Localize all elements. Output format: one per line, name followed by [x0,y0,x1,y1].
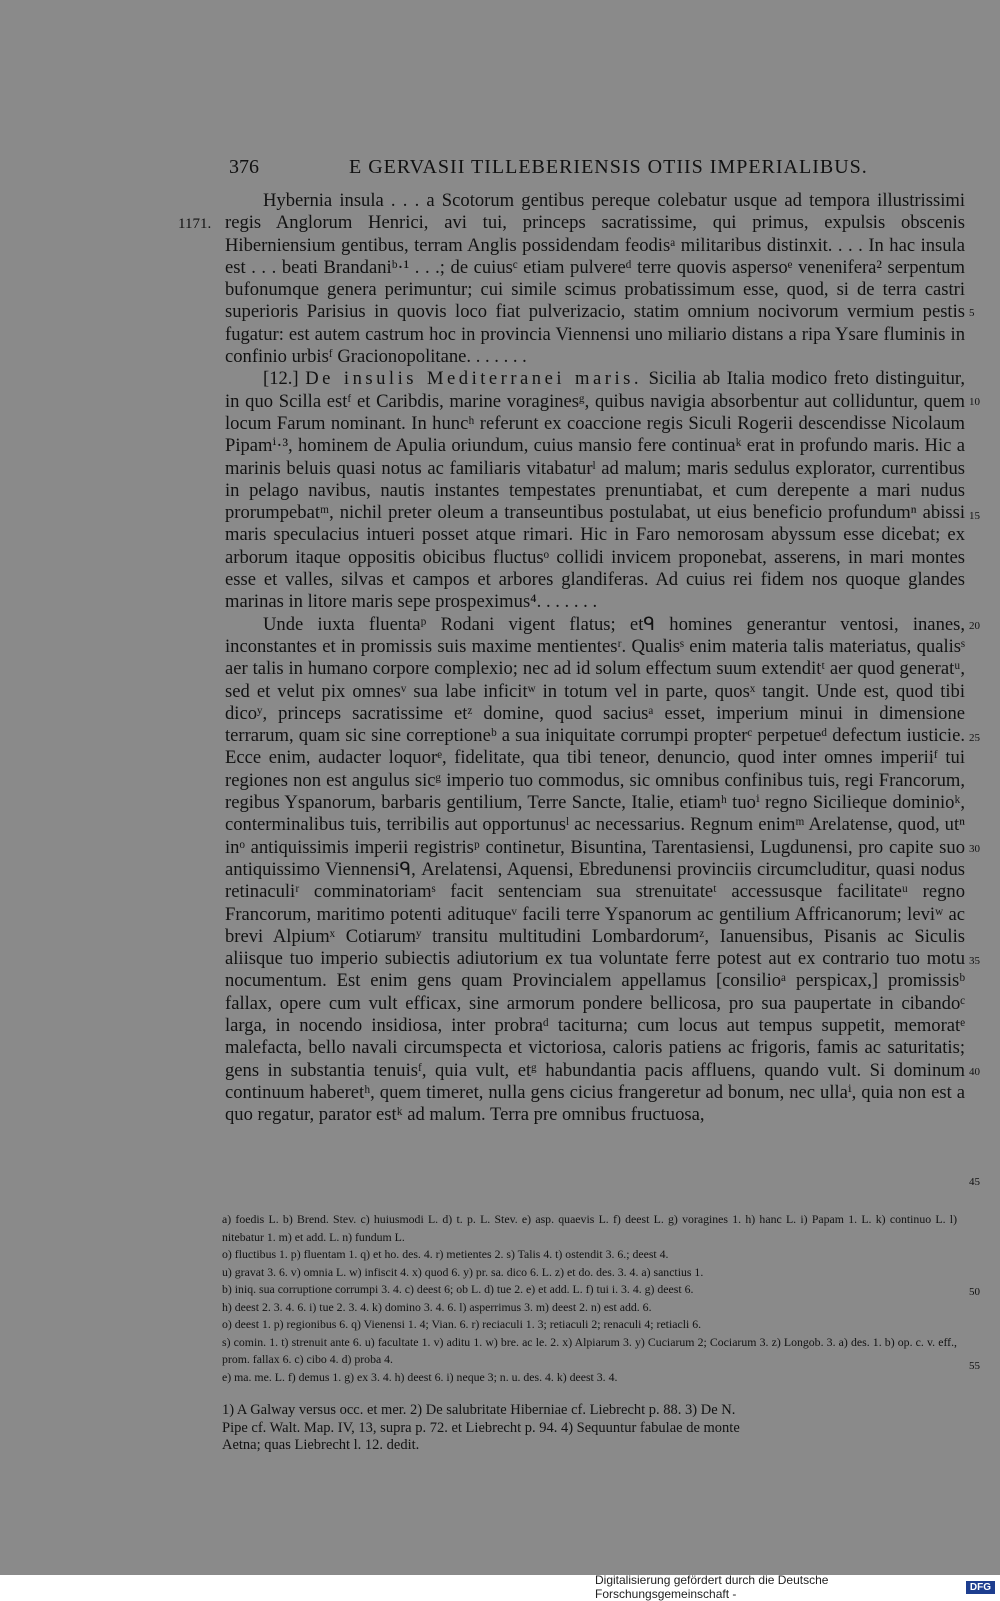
margin-year: 1171. [178,216,212,232]
line-number: 20 [969,620,980,632]
page-header [229,156,964,182]
footnote-block: 1) A Galway versus occ. et mer. 2) De salubritate Hiberniae cf. Liebrecht p. 88. 3) De N. Pipe cf. Walt. Map. IV, 13, supra p. 72. et Liebrecht p. 94. 4) Sequuntur fabulae de monte Aetna; quas Liebrecht l. 12. dedit. [222,1402,740,1453]
apparatus-line: s) comin. 1. t) strenuit ante 6. u) facultate 1. v) aditu 1. w) bre. ac le. 2. x) Alpiarum 3. y) Cuciarum 2; Cociarum 3. z) Longob. 3. a) des. 1. b) op. c. v. eff., prom. fallax 6. c) cibo 4. d) proba 4. [222,1334,957,1366]
line-number: 35 [969,955,980,967]
section-heading: De insulis Mediterranei maris. [305,368,643,390]
line-number: 5 [969,307,975,319]
line-number: 45 [969,1176,980,1188]
line-number: 15 [969,510,980,522]
line-number: 55 [969,1360,980,1372]
line-number: 30 [969,843,980,855]
dfg-logo: DFG [966,1581,995,1594]
line-number: 25 [969,732,980,744]
critical-apparatus [222,1211,957,1386]
footnotes [222,1402,742,1455]
line-number: 50 [969,1286,980,1298]
paragraph-sicilia-text: Sicilia ab Italia modico freto distinguitur, in quo Scilla estᶠ et Caribdis, marine voraginesᵍ, quibus navigia absorbentur aut colliduntur, quem locum Farum nominant. In huncʰ referunt ex coaccione regis Siculi Rogerii descendisse Nicolaum Pipamⁱ·³, hominem de Apulia oriundum, cuius mansio fere continuaᵏ erat in profundo maris. Hic a marinis beluis quasi notus ac familiaris vitabaturˡ ad malum; maris sedulus explorator, currentibus in pelago navibus, nautis instantes tempestates prenuntiabat, et cum derepente a mari nudus prorumpebatᵐ, nichil preter oleum a transeuntibus postulabat, ut eius beneficio profundumⁿ abissi maris speculacius intueri posset atque rimari. Hic in Faro nemorosam abyssum esse dicebat; ex arborum itaque oppositis obicibus fluctusᵒ collidi invicem proponebat, asserens, in mari montes esse et valles, silvas et campos et arbores glandiferas. Ad cuius rei fidem nos quoque glandes marinas in litore maris sepe prospeximus⁴. . . . . . . [225,368,966,613]
line-number: 40 [969,1066,980,1078]
apparatus-line: u) gravat 3. 6. v) omnia L. w) infiscit 4. x) quod 6. y) pr. sa. dico 6. L. z) et do. des. 3. 4. a) sanctius 1. [222,1264,704,1279]
line-number: 10 [969,396,980,408]
apparatus-line: h) deest 2. 3. 4. 6. i) tue 2. 3. 4. k) domino 3. 4. 6. l) asperrimus 3. m) deest 2. n) est add. 6. [222,1299,652,1314]
apparatus-line: b) iniq. sua corruptione corrumpi 3. 4. c) deest 6; ob L. d) tue 2. e) et add. L. f) tui i. 3. 4. g) deest 6. [222,1282,694,1296]
paragraph-rodanus: Unde iuxta fluentaᵖ Rodani vigent flatus; etᑫ homines generantur ventosi, inanes, inconstantes et in promissis suis maxime mentientesʳ. Qualisˢ enim materia talis materiatus, qualisˢ aer talis in humano corpore complexio; nec ad id solum effectum suum extenditᵗ aer quod generatᵘ, sed et velut pix omnesᵛ sua labe inficitʷ in totum vel in parte, quosˣ tangit. Unde est, quod tibi dicoʸ, princeps sacratissime etᶻ domine, quod saciusᵃ esset, imperium minui in dimensione terrarum, quam sic sine correptioneᵇ a sua iniquitate corrumpi propterᶜ perpetueᵈ defectum iusticie. Ecce enim, audacter loquorᵉ, fidelitate, qua tibi teneor, denuncio, quod inter omnes imperiiᶠ tui regiones non est angulus sicᵍ imperio tuo commodus, sic omnibus confinibus tuis, regi Francorum, regibus Yspanorum, barbaris gentilium, Terre Sancte, Italie, etiamʰ tuoⁱ regno Sicilieque dominioᵏ, conterminalibus tuis, terribilis aut opportunusˡ ac necessarius. Regnum enimᵐ Arelatense, quod, utⁿ inᵒ antiquissimis imperii registrisᵖ continetur, Bisuntina, Tarentasiensi, Lugdunensi, pro capite suo antiquissimo Viennensiᑫ, Arelatensi, Aquensi, Ebredunensi provinciis circumcluditur, quasi nodus retinaculiʳ comminatoriamˢ facit sentenciam sua strenuitateᵗ accessusque facilitateᵘ regno Francorum, maritimo potenti adituqueᵛ facili terre Yspanorum ac gentilium Affricanorum; leviʷ ac brevi Alpiumˣ Cotiarumʸ transitu multitudini Lombardorumᶻ, Ianuensibus, Pisanis ac Siculis aliisque tuo imperio subiectis adiutorium ex tua voluntate ferre potest aut ex contrario tuo motu nocumentum. Est enim gens quam Provincialem appellamus [consilioᵃ perspicax,] promissisᵇ fallax, opere cum vult efficax, sine armorum pondere bellicosa, pro sua paupertate in cibandoᶜ larga, in nocendo insidiosa, inter probraᵈ taciturna; cum locus aut tempus suppetit, memoratᵉ malefacta, bello navali circumspecta et victoriosa, caloris patiens ac frigoris, famis ac saturitatis; gens in substantia tenuisᶠ, quia vult, etᵍ habundantia pacis affluens, quando vult. Si dominum continuum haberetʰ, quem timeret, nulla gens cicius frangeretur ad bonum, nec ullaⁱ, quia non est a quo regatur, parator estᵏ ad malum. Terra pre omnibus fructuosa, [225,613,965,1126]
main-text [225,190,965,1126]
running-title: E GERVASII TILLEBERIENSIS OTIIS IMPERIALIBUS. [349,156,868,178]
apparatus-line: a) foedis L. b) Brend. Stev. c) huiusmodi L. d) t. p. L. Stev. e) asp. quaevis L. f) deest L. g) voragines 1. h) hanc L. i) Papam 1. L. k) continuo L. l) nitebatur 1. m) et add. L. n) fundum L. [222,1212,957,1244]
apparatus-line: e) ma. me. L. f) demus 1. g) ex 3. 4. h) deest 6. i) neque 3; n. u. des. 4. k) deest 3. 4. [222,1369,618,1384]
apparatus-line: o) fluctibus 1. p) fluentam 1. q) et ho. des. 4. r) metientes 2. s) Talis 4. t) ostendit 3. 6.; deest 4. [222,1247,669,1261]
page-number: 376 [229,156,259,178]
section-number: [12.] [263,368,299,390]
apparatus-line: o) deest 1. p) regionibus 6. q) Vienensi 1. 4; Vian. 6. r) reciaculi 1. 3; retiaculi 2; renaculi 4; retiacli 6. [222,1317,702,1331]
paragraph-sicilia [225,368,965,613]
digitization-footer [595,1573,995,1601]
footer-text: Digitalisierung gefördert durch die Deutsche Forschungsgemeinschaft - [595,1573,829,1601]
paragraph-hybernia: Hybernia insula . . . a Scotorum gentibus pereque colebatur usque ad tempora illustrissimi regis Anglorum Henrici, avi tui, princeps sacratissime, qui primus, expulsis obscenis Hiberniensium gentibus, terram Anglis possidendam feodisᵃ militaribus distinxit. . . . In hac insula est . . . beati Brandaniᵇ·¹ . . .; de cuiusᶜ etiam pulvereᵈ terre quovis aspersoᵉ venenifera² serpentum bufonumque genera perimuntur; cui simile scimus probatissimum esse, quod, si de terra castri superioris Parisius in quovis loco fiat pulverizacio, statim omnium nocivorum vermium pestis fugatur: est autem castrum hoc in provincia Viennensi uno miliario distans a ripa Ysare fluminis in confinio urbisᶠ Gracionopolitane. . . . . . . [225,190,965,368]
